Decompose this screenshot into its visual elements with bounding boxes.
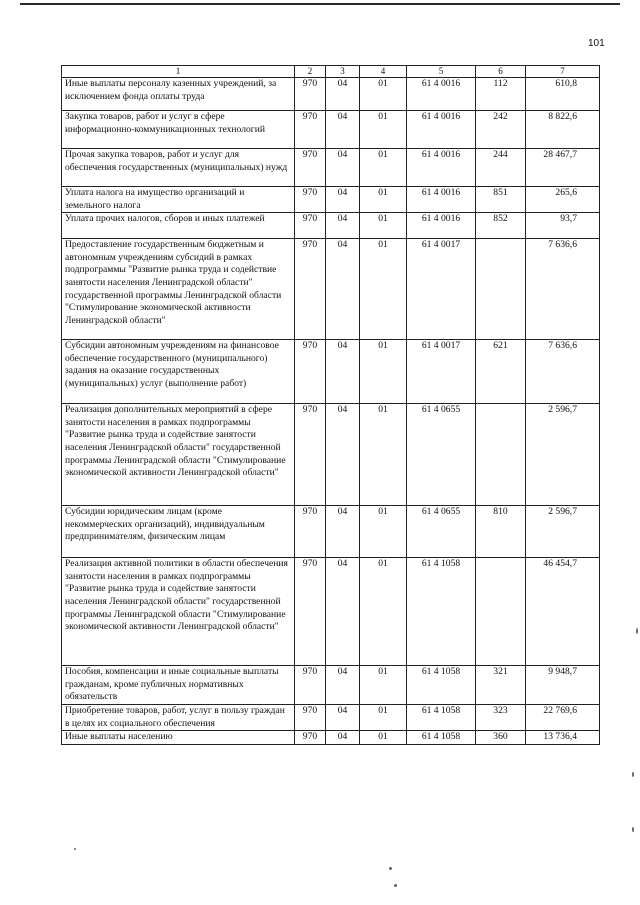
row-amount: 22 769,6 bbox=[526, 704, 600, 730]
row-code-4: 01 bbox=[360, 704, 407, 730]
row-amount: 93,7 bbox=[526, 213, 600, 239]
row-amount: 28 467,7 bbox=[526, 149, 600, 187]
row-code-2: 970 bbox=[295, 187, 326, 213]
row-code-2: 970 bbox=[295, 666, 326, 705]
header-cell: 4 bbox=[360, 66, 407, 78]
row-name: Уплата налога на имущество организаций и земельного налога bbox=[62, 187, 295, 213]
row-code-4: 01 bbox=[360, 78, 407, 111]
header-cell: 6 bbox=[476, 66, 526, 78]
table-row bbox=[62, 340, 600, 404]
row-code-3: 04 bbox=[326, 187, 360, 213]
row-code-5: 61 4 0016 bbox=[407, 187, 476, 213]
row-code-5: 61 4 0655 bbox=[407, 404, 476, 506]
row-code-2: 970 bbox=[295, 213, 326, 239]
row-code-3: 04 bbox=[326, 213, 360, 239]
table-row bbox=[62, 731, 600, 745]
row-code-4: 01 bbox=[360, 666, 407, 705]
speck bbox=[632, 772, 634, 777]
row-name: Пособия, компенсации и иные социальные выплаты гражданам, кроме публичных нормативных обязательств bbox=[62, 666, 295, 705]
row-code-2: 970 bbox=[295, 340, 326, 404]
row-amount: 2 596,7 bbox=[526, 506, 600, 558]
row-code-6: 810 bbox=[476, 506, 526, 558]
speck bbox=[389, 867, 392, 870]
row-name: Реализация активной политики в области обеспечения занятости населения в рамках подпрограммы "Развитие рынка труда и содействие занятости населения Ленинградской области" государственной программы Ленинградской области "Стимулирование экономической активности Ленинградской области" bbox=[62, 558, 295, 666]
table-row bbox=[62, 666, 600, 705]
page-number: 101 bbox=[588, 38, 605, 49]
table-row bbox=[62, 213, 600, 239]
row-name: Уплата прочих налогов, сборов и иных платежей bbox=[62, 213, 295, 239]
row-code-2: 970 bbox=[295, 731, 326, 745]
row-code-3: 04 bbox=[326, 558, 360, 666]
row-code-6: 852 bbox=[476, 213, 526, 239]
row-code-2: 970 bbox=[295, 558, 326, 666]
table-row bbox=[62, 187, 600, 213]
row-name: Субсидии юридическим лицам (кроме некоммерческих организаций), индивидуальным предпринимателям, физическим лицам bbox=[62, 506, 295, 558]
row-amount: 13 736,4 bbox=[526, 731, 600, 745]
row-code-5: 61 4 1058 bbox=[407, 666, 476, 705]
row-code-4: 01 bbox=[360, 187, 407, 213]
row-code-3: 04 bbox=[326, 149, 360, 187]
row-code-6: 621 bbox=[476, 340, 526, 404]
row-code-5: 61 4 1058 bbox=[407, 558, 476, 666]
row-code-2: 970 bbox=[295, 704, 326, 730]
row-code-5: 61 4 0016 bbox=[407, 213, 476, 239]
row-code-2: 970 bbox=[295, 404, 326, 506]
speck bbox=[632, 827, 634, 832]
row-code-2: 970 bbox=[295, 239, 326, 340]
table-header-row bbox=[62, 66, 600, 78]
row-name: Реализация дополнительных мероприятий в сфере занятости населения в рамках подпрограммы "Развитие рынка труда и содействие занятости населения Ленинградской области" государственной программы Ленинградской области "Стимулирование экономической активности Ленинградской области" bbox=[62, 404, 295, 506]
row-amount: 8 822,6 bbox=[526, 111, 600, 149]
speck bbox=[394, 884, 397, 887]
header-cell: 7 bbox=[526, 66, 600, 78]
table-row bbox=[62, 78, 600, 111]
row-code-5: 61 4 0016 bbox=[407, 149, 476, 187]
row-code-5: 61 4 0017 bbox=[407, 340, 476, 404]
row-code-6: 242 bbox=[476, 111, 526, 149]
row-code-6 bbox=[476, 239, 526, 340]
table-row bbox=[62, 149, 600, 187]
row-code-5: 61 4 0655 bbox=[407, 506, 476, 558]
row-code-3: 04 bbox=[326, 111, 360, 149]
row-code-6: 244 bbox=[476, 149, 526, 187]
row-code-6: 360 bbox=[476, 731, 526, 745]
row-code-6: 112 bbox=[476, 78, 526, 111]
row-code-4: 01 bbox=[360, 731, 407, 745]
row-code-3: 04 bbox=[326, 78, 360, 111]
table-row bbox=[62, 111, 600, 149]
row-code-6: 851 bbox=[476, 187, 526, 213]
row-code-3: 04 bbox=[326, 340, 360, 404]
row-code-4: 01 bbox=[360, 506, 407, 558]
row-code-3: 04 bbox=[326, 704, 360, 730]
row-code-3: 04 bbox=[326, 506, 360, 558]
row-code-2: 970 bbox=[295, 506, 326, 558]
table-row bbox=[62, 558, 600, 666]
row-code-2: 970 bbox=[295, 149, 326, 187]
row-code-4: 01 bbox=[360, 213, 407, 239]
row-code-3: 04 bbox=[326, 239, 360, 340]
row-code-4: 01 bbox=[360, 404, 407, 506]
scan-edge-line bbox=[20, 3, 620, 5]
row-code-2: 970 bbox=[295, 111, 326, 149]
row-amount: 7 636,6 bbox=[526, 239, 600, 340]
row-amount: 610,8 bbox=[526, 78, 600, 111]
header-cell: 5 bbox=[407, 66, 476, 78]
row-amount: 2 596,7 bbox=[526, 404, 600, 506]
row-name: Предоставление государственным бюджетным и автономным учреждениям субсидий в рамках подпрограммы "Развитие рынка труда и содействие занятости населения Ленинградской области" государственной программы Ленинградской области "Стимулирование экономической активности Ленинградской области" bbox=[62, 239, 295, 340]
table-row bbox=[62, 704, 600, 730]
row-code-4: 01 bbox=[360, 340, 407, 404]
row-amount: 9 948,7 bbox=[526, 666, 600, 705]
row-amount: 46 454,7 bbox=[526, 558, 600, 666]
header-cell: 1 bbox=[62, 66, 295, 78]
table-row bbox=[62, 239, 600, 340]
row-name: Приобретение товаров, работ, услуг в пользу граждан в целях их социального обеспечения bbox=[62, 704, 295, 730]
budget-table bbox=[61, 65, 600, 745]
row-code-6 bbox=[476, 558, 526, 666]
row-code-4: 01 bbox=[360, 149, 407, 187]
row-code-5: 61 4 0016 bbox=[407, 78, 476, 111]
row-name: Закупка товаров, работ и услуг в сфере информационно-коммуникационных технологий bbox=[62, 111, 295, 149]
speck bbox=[74, 848, 76, 850]
row-code-3: 04 bbox=[326, 404, 360, 506]
header-cell: 3 bbox=[326, 66, 360, 78]
row-name: Иные выплаты населению bbox=[62, 731, 295, 745]
speck bbox=[636, 628, 638, 634]
row-code-6 bbox=[476, 404, 526, 506]
row-code-3: 04 bbox=[326, 666, 360, 705]
row-code-4: 01 bbox=[360, 558, 407, 666]
row-code-2: 970 bbox=[295, 78, 326, 111]
table-row bbox=[62, 506, 600, 558]
row-code-3: 04 bbox=[326, 731, 360, 745]
header-cell: 2 bbox=[295, 66, 326, 78]
row-code-6: 321 bbox=[476, 666, 526, 705]
row-code-5: 61 4 0016 bbox=[407, 111, 476, 149]
row-name: Прочая закупка товаров, работ и услуг для обеспечения государственных (муниципальных) нужд bbox=[62, 149, 295, 187]
row-code-5: 61 4 0017 bbox=[407, 239, 476, 340]
row-amount: 7 636,6 bbox=[526, 340, 600, 404]
row-code-4: 01 bbox=[360, 239, 407, 340]
row-name: Иные выплаты персоналу казенных учреждений, за исключением фонда оплаты труда bbox=[62, 78, 295, 111]
row-name: Субсидии автономным учреждениям на финансовое обеспечение государственного (муниципального) задания на оказание государственных (муниципальных) услуг (выполнение работ) bbox=[62, 340, 295, 404]
row-code-4: 01 bbox=[360, 111, 407, 149]
row-code-5: 61 4 1058 bbox=[407, 731, 476, 745]
row-code-5: 61 4 1058 bbox=[407, 704, 476, 730]
row-code-6: 323 bbox=[476, 704, 526, 730]
row-amount: 265,6 bbox=[526, 187, 600, 213]
table-row bbox=[62, 404, 600, 506]
